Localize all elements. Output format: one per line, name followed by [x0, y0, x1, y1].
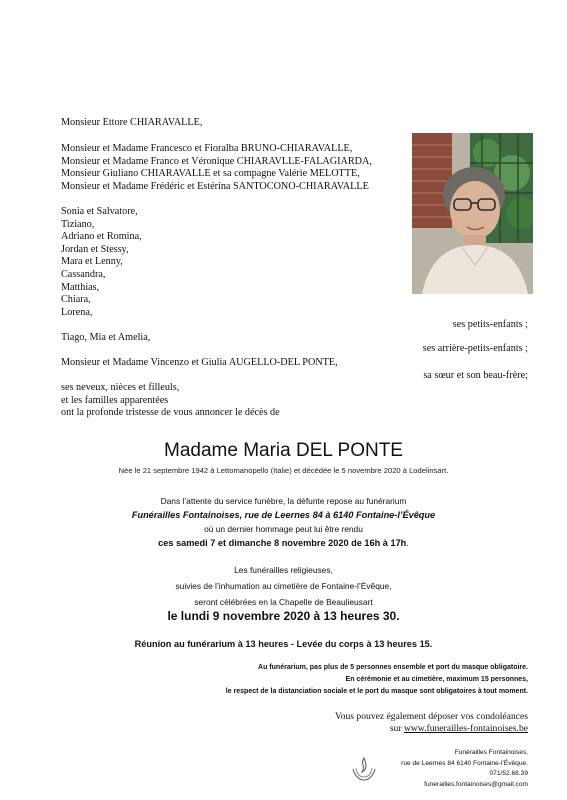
grandchild-line: Lorena, — [61, 306, 93, 318]
child-line: Monsieur et Madame Francesco et Fioralba BRUNO-CHIARAVALLE, — [61, 143, 353, 154]
condolences-line: Vous pouvez également déposer vos condoléances — [335, 711, 528, 722]
portrait-photo — [412, 133, 533, 294]
grandchild-line: Cassandra, — [61, 268, 106, 280]
service-line: suivies de l’inhumation au cimetière de Fontaine-l’Évêque, — [175, 581, 392, 591]
grandchild-line: Mara et Lenny, — [61, 256, 123, 268]
spouse-line: Monsieur Ettore CHIARAVALLE, — [61, 117, 203, 128]
grandchild-line: Jordan et Stessy, — [61, 243, 129, 255]
sibling-label: sa sœur et son beau-frère; — [423, 370, 528, 381]
wake-block — [0, 494, 567, 550]
footer-email[interactable]: funerailles.fontainoises@gmail.com — [424, 780, 528, 788]
child-line: Monsieur et Madame Franco et Véronique CHIARAVLLE-FALAGIARDA, — [61, 155, 372, 167]
meeting-line: Réunion au funérarium à 13 heures - Levée du corps à 13 heures 15. — [134, 639, 433, 649]
grandchild-line: Matthias, — [61, 281, 100, 293]
birth-death-line: Née le 21 septembre 1942 à Lettomanopello (Italie) et décédée le 5 novembre 2020 à Lodelinsart. — [118, 466, 449, 475]
wake-dates-suffix: . — [406, 538, 409, 548]
grandchild-line: Sonia et Salvatore, — [61, 206, 138, 217]
family-intro — [61, 117, 202, 130]
service-block — [0, 562, 567, 610]
others-line: ses neveux, nièces et filleuls, — [61, 382, 180, 393]
footer-address: rue de Leernes 84 6140 Fontaine-l’Évêque. — [401, 759, 528, 767]
covid-line: En cérémonie et au cimetière, maximum 15 personnes, — [345, 676, 528, 683]
covid-rules — [226, 662, 528, 698]
condolences-block — [335, 711, 528, 735]
others-line: ont la profonde tristesse de vous annoncer le décès de — [61, 407, 280, 419]
others-line: et les familles apparentées — [61, 394, 169, 406]
great-grandchildren-label: ses arrière-petits-enfants ; — [422, 343, 528, 354]
service-datetime: le lundi 9 novembre 2020 à 13 heures 30. — [167, 609, 400, 623]
footer-block — [401, 748, 528, 790]
condolences-prefix: sur — [389, 723, 404, 734]
wake-line: Dans l’attente du service funèbre, la défunte repose au funérarium — [160, 496, 407, 506]
deceased-name: Madame Maria DEL PONTE — [164, 440, 403, 461]
grandchild-line: Tiziano, — [61, 218, 95, 230]
child-line: Monsieur Giuliano CHIARAVALLE et sa compagne Valérie MELOTTE, — [61, 168, 360, 180]
flame-hands-logo-icon — [350, 755, 378, 783]
covid-line: Au funérarium, pas plus de 5 personnes ensemble et port du masque obligatoire. — [258, 664, 528, 671]
grandchild-line: Adriano et Romina, — [61, 231, 142, 243]
service-line: seront célébrées en la Chapelle de Beaulieusart — [194, 597, 373, 607]
great-grandchildren: Tiago, Mia et Amelia, — [61, 332, 151, 343]
condolences-link[interactable]: www.funerailles-fontainoises.be — [403, 723, 528, 734]
wake-line: où un dernier hommage peut lui être rendu — [204, 524, 363, 534]
sibling-line: Monsieur et Madame Vincenzo et Giulia AUGELLO-DEL PONTE, — [61, 357, 338, 368]
funeral-home-line: Funérailles Fontainoises, rue de Leernes 84 à 6140 Fontaine-l’Évêque — [131, 510, 436, 520]
covid-line: le respect de la distanciation sociale et le port du masque sont obligatoires à tout moment. — [225, 688, 528, 695]
others-list — [61, 382, 280, 420]
wake-dates: ces samedi 7 et dimanche 8 novembre 2020 de 16h à 17h — [158, 538, 407, 548]
grandchildren-list — [61, 206, 142, 319]
grandchildren-label: ses petits-enfants ; — [452, 319, 528, 330]
footer-phone: 071/52.68.39 — [489, 770, 528, 778]
grandchild-line: Chiara, — [61, 294, 91, 306]
footer-name: Funérailles Fontainoises, — [454, 749, 528, 756]
service-line: Les funérailles religieuses, — [234, 565, 333, 575]
children-list — [61, 143, 372, 193]
child-line: Monsieur et Madame Frédéric et Estérina SANTOCONO-CHIARAVALLE — [61, 180, 369, 192]
